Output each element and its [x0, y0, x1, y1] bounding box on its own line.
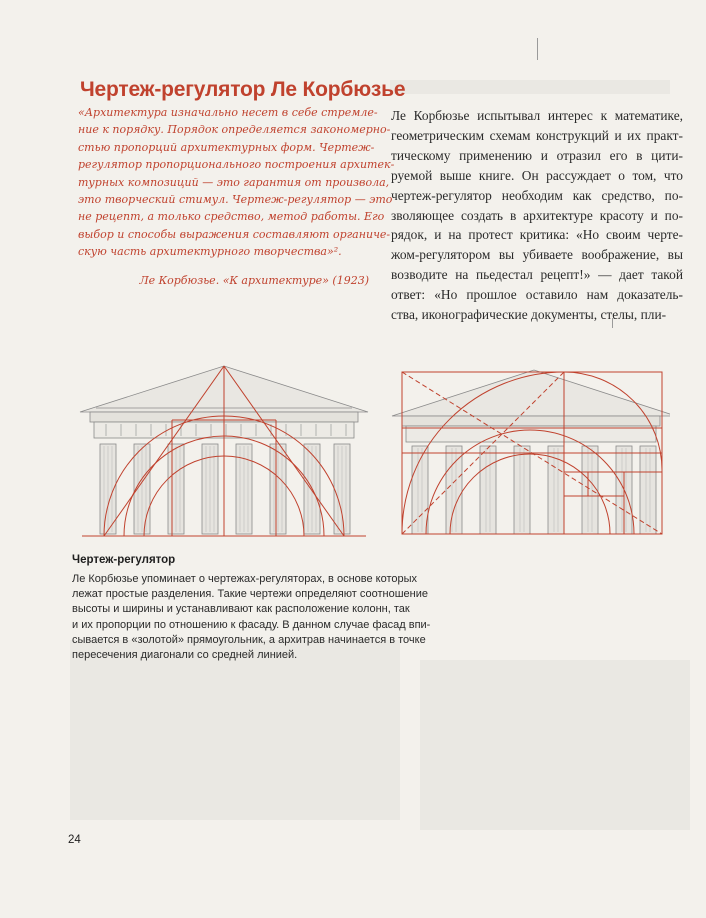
body-line: ства, иконографические документы, стелы, пли-: [391, 307, 667, 323]
body-line: ответ: «Но прошлое оставило нам доказатель-: [391, 287, 683, 303]
page-number: 24: [68, 834, 81, 846]
caption-line: сывается в «золотой» прямоугольник, а архитрав начинается в точке: [72, 633, 426, 646]
caption-line: высоты и ширины и устанавливают как расположение колонн, так: [72, 603, 410, 616]
figure-caption-heading: Чертеж-регулятор: [72, 554, 176, 566]
regulating-drawing-golden-rectangle: [388, 360, 670, 540]
quote-line: выбор и способы выражения составляют органиче-: [78, 227, 391, 241]
section-title: Чертеж-регулятор Ле Корбюзье: [80, 78, 406, 102]
body-line: возводите на пьедестал рецепт!» — дает такой: [391, 267, 683, 283]
quote-line: «Архитектура изначально несет в себе стремле-: [78, 106, 378, 119]
quote-attribution: Ле Корбюзье. «К архитектуре» (1923): [139, 274, 369, 287]
quote-line: это творческий стимул. Чертеж-регулятор — это: [78, 193, 393, 207]
quote-line: стью пропорций архитектурных форм. Чертеж-: [78, 140, 375, 154]
caption-line: лежат простые разделения. Такие чертежи определяют соотношение: [72, 588, 428, 601]
figure-caption-text: [72, 572, 452, 663]
quote-block: [78, 104, 395, 261]
quote-line: турных композиций — это гарантия от произвола,: [78, 175, 390, 189]
quote-line: регулятор пропорционального построения архитек-: [78, 158, 395, 172]
regulating-drawing-arcs: [76, 360, 372, 540]
body-line: зволяющее создать в архитектуре красоту и по-: [391, 207, 683, 223]
body-line: жом-регулятором вы убиваете воображение, вы: [391, 247, 683, 263]
body-line: Ле Корбюзье испытывал интерес к математике,: [391, 108, 683, 123]
body-line: рядок, и на протест критика: «Но своим черте-: [391, 227, 683, 243]
body-line: чертеж-регулятор необходим как средство, по-: [391, 187, 683, 203]
caption-line: и их пропорции по отношению к фасаду. В данном случае фасад впи-: [72, 618, 431, 631]
body-line: геометрическим схемам конструкций и их практ-: [391, 127, 683, 143]
body-line: тическому применению и отразил его в цити-: [391, 147, 683, 163]
caption-line: пересечения диагонали со средней линией.: [72, 649, 298, 662]
body-paragraph: [391, 106, 683, 325]
quote-line: скую часть архитектурного творчества»².: [78, 245, 342, 259]
quote-line: не рецепт, а только средство, метод работы. Его: [78, 210, 385, 224]
paper-mark: [537, 38, 538, 60]
quote-line: ние к порядку. Порядок определяется закономерно-: [78, 123, 391, 137]
body-line: руемой выше книге. Он рассуждает о том, что: [391, 167, 683, 183]
caption-line: Ле Корбюзье упоминает о чертежах-регуляторах, в основе которых: [72, 573, 418, 585]
